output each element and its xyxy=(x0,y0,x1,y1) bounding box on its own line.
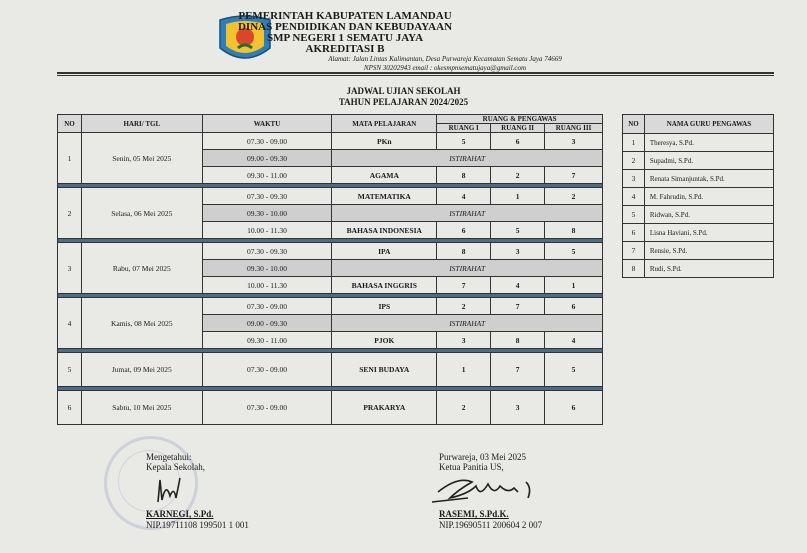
col-header-hari: HARI/ TGL xyxy=(81,115,202,133)
doc-title: JADWAL UJIAN SEKOLAH xyxy=(346,86,461,96)
guru-header-nama: NAMA GURU PENGAWAS xyxy=(644,115,773,134)
col-header-ruang-1: RUANG I xyxy=(437,124,491,133)
guru-name: Supadmi, S.Pd. xyxy=(644,152,773,170)
room-r3-cell: 8 xyxy=(545,222,603,239)
sig-left-line2: Kepala Sekolah, xyxy=(146,462,205,472)
supervisor-table xyxy=(622,114,774,278)
subject-cell: BAHASA INGGRIS xyxy=(332,277,437,294)
day-number: 4 xyxy=(58,298,82,349)
break-label: ISTIRAHAT xyxy=(332,205,603,222)
guru-name: Lisna Haviani, S.Pd. xyxy=(644,224,773,242)
table-row xyxy=(58,353,603,387)
subject-cell: PKn xyxy=(332,133,437,150)
day-date: Rabu, 07 Mei 2025 xyxy=(81,243,202,294)
room-r3-cell: 1 xyxy=(545,277,603,294)
header-npsn: NPSN 30202943 email : okesmpnsematujaya@gmail.com xyxy=(363,64,527,72)
day-date: Selasa, 06 Mei 2025 xyxy=(81,188,202,239)
sig-right-nip: NIP.19690511 200604 2 007 xyxy=(439,520,543,530)
table-row xyxy=(58,188,603,205)
day-date: Kamis, 08 Mei 2025 xyxy=(81,298,202,349)
schedule-body xyxy=(58,133,603,425)
room-r2-cell: 1 xyxy=(491,188,545,205)
guru-no: 7 xyxy=(623,242,645,260)
guru-no: 3 xyxy=(623,170,645,188)
guru-row xyxy=(623,152,774,170)
sig-left-name: KARNEGI, S.Pd. xyxy=(146,509,214,519)
guru-header-no: NO xyxy=(623,115,645,134)
subject-cell: BAHASA INDONESIA xyxy=(332,222,437,239)
guru-no: 2 xyxy=(623,152,645,170)
room-r3-cell: 4 xyxy=(545,332,603,349)
guru-name: Renata Simanjuntak, S.Pd. xyxy=(644,170,773,188)
table-row xyxy=(58,298,603,315)
header-line-3: SMP NEGERI 1 SEMATU JAYA xyxy=(266,32,424,44)
time-cell: 07.30 - 09.00 xyxy=(202,353,332,387)
guru-no: 6 xyxy=(623,224,645,242)
header-line-2: DINAS PENDIDIKAN DAN KEBUDAYAAN xyxy=(237,21,453,33)
room-r2-cell: 7 xyxy=(491,298,545,315)
subject-cell: AGAMA xyxy=(332,167,437,184)
table-row xyxy=(58,391,603,425)
day-number: 5 xyxy=(58,353,82,387)
guru-no: 8 xyxy=(623,260,645,278)
guru-name: Rudi, S.Pd. xyxy=(644,260,773,278)
subject-cell: SENI BUDAYA xyxy=(332,353,437,387)
room-r1-cell: 2 xyxy=(437,298,491,315)
subject-cell: PRAKARYA xyxy=(332,391,437,425)
guru-row xyxy=(623,134,774,152)
room-r1-cell: 3 xyxy=(437,332,491,349)
room-r3-cell: 5 xyxy=(545,243,603,260)
guru-name: Ridwan, S.Pd. xyxy=(644,206,773,224)
room-r3-cell: 2 xyxy=(545,188,603,205)
guru-row xyxy=(623,170,774,188)
sig-left-line1: Mengetahui: xyxy=(146,452,192,462)
signature-left-icon xyxy=(150,472,190,508)
col-header-ruang-2: RUANG II xyxy=(491,124,545,133)
guru-row xyxy=(623,206,774,224)
room-r1-cell: 1 xyxy=(437,353,491,387)
room-r1-cell: 7 xyxy=(437,277,491,294)
day-number: 2 xyxy=(58,188,82,239)
room-r3-cell: 6 xyxy=(545,298,603,315)
col-header-ruang-3: RUANG III xyxy=(545,124,603,133)
day-date: Sabtu, 10 Mei 2025 xyxy=(81,391,202,425)
sig-left-nip: NIP.19711108 199501 1 001 xyxy=(146,520,249,530)
room-r1-cell: 8 xyxy=(437,167,491,184)
day-number: 3 xyxy=(58,243,82,294)
time-cell: 07.30 - 09.00 xyxy=(202,298,332,315)
col-header-mapel: MATA PELAJARAN xyxy=(332,115,437,133)
day-date: Jumat, 09 Mei 2025 xyxy=(81,353,202,387)
guru-name: M. Fahrudin, S.Pd. xyxy=(644,188,773,206)
subject-cell: IPA xyxy=(332,243,437,260)
time-cell: 09.30 - 11.00 xyxy=(202,167,332,184)
guru-row xyxy=(623,242,774,260)
sig-right-name: RASEMI, S.Pd.K. xyxy=(439,509,509,519)
day-number: 1 xyxy=(58,133,82,184)
time-cell: 07.30 - 09.00 xyxy=(202,133,332,150)
room-r1-cell: 8 xyxy=(437,243,491,260)
subject-cell: MATEMATIKA xyxy=(332,188,437,205)
table-row xyxy=(58,133,603,150)
room-r2-cell: 8 xyxy=(491,332,545,349)
guru-name: Theresya, S.Pd. xyxy=(644,134,773,152)
guru-row xyxy=(623,260,774,278)
room-r2-cell: 7 xyxy=(491,353,545,387)
time-cell: 09.00 - 09.30 xyxy=(202,315,332,332)
schedule-table xyxy=(57,114,603,425)
header-rule-thick xyxy=(57,72,774,74)
guru-row xyxy=(623,188,774,206)
time-cell: 09.30 - 11.00 xyxy=(202,332,332,349)
room-r3-cell: 5 xyxy=(545,353,603,387)
time-cell: 07.30 - 09.30 xyxy=(202,188,332,205)
room-r2-cell: 6 xyxy=(491,133,545,150)
day-number: 6 xyxy=(58,391,82,425)
time-cell: 07.30 - 09.00 xyxy=(202,391,332,425)
header-rule-thin xyxy=(57,75,774,76)
room-r3-cell: 7 xyxy=(545,167,603,184)
time-cell: 09.00 - 09.30 xyxy=(202,150,332,167)
day-date: Senin, 05 Mei 2025 xyxy=(81,133,202,184)
col-header-waktu: WAKTU xyxy=(202,115,332,133)
header-address: Alamat: Jalan Lintas Kalimantan, Desa Purwareja Kecamatan Sematu Jaya 74669 xyxy=(328,55,562,63)
subject-cell: PJOK xyxy=(332,332,437,349)
guru-name: Rensie, S.Pd. xyxy=(644,242,773,260)
col-header-ruang: RUANG & PENGAWAS xyxy=(437,115,603,124)
room-r2-cell: 3 xyxy=(491,243,545,260)
header-line-1: PEMERINTAH KABUPATEN LAMANDAU xyxy=(238,10,452,22)
time-cell: 10.00 - 11.30 xyxy=(202,222,332,239)
time-cell: 09.30 - 10.00 xyxy=(202,260,332,277)
table-row xyxy=(58,243,603,260)
room-r3-cell: 6 xyxy=(545,391,603,425)
room-r2-cell: 5 xyxy=(491,222,545,239)
header-line-4: AKREDITASI B xyxy=(305,43,385,55)
room-r2-cell: 4 xyxy=(491,277,545,294)
break-label: ISTIRAHAT xyxy=(332,315,603,332)
break-label: ISTIRAHAT xyxy=(332,260,603,277)
doc-subtitle: TAHUN PELAJARAN 2024/2025 xyxy=(338,97,469,107)
room-r2-cell: 2 xyxy=(491,167,545,184)
room-r1-cell: 6 xyxy=(437,222,491,239)
room-r1-cell: 4 xyxy=(437,188,491,205)
subject-cell: IPS xyxy=(332,298,437,315)
room-r1-cell: 2 xyxy=(437,391,491,425)
guru-body xyxy=(623,134,774,278)
break-label: ISTIRAHAT xyxy=(332,150,603,167)
signature-right-icon xyxy=(428,468,548,510)
sig-right-line2: Ketua Panitia US, xyxy=(439,462,504,472)
time-cell: 10.00 - 11.30 xyxy=(202,277,332,294)
guru-no: 4 xyxy=(623,188,645,206)
guru-row xyxy=(623,224,774,242)
room-r3-cell: 3 xyxy=(545,133,603,150)
guru-no: 1 xyxy=(623,134,645,152)
guru-no: 5 xyxy=(623,206,645,224)
col-header-no: NO xyxy=(58,115,82,133)
time-cell: 07.30 - 09.30 xyxy=(202,243,332,260)
sig-right-line1: Purwareja, 03 Mei 2025 xyxy=(439,452,526,462)
room-r2-cell: 3 xyxy=(491,391,545,425)
room-r1-cell: 5 xyxy=(437,133,491,150)
time-cell: 09.30 - 10.00 xyxy=(202,205,332,222)
